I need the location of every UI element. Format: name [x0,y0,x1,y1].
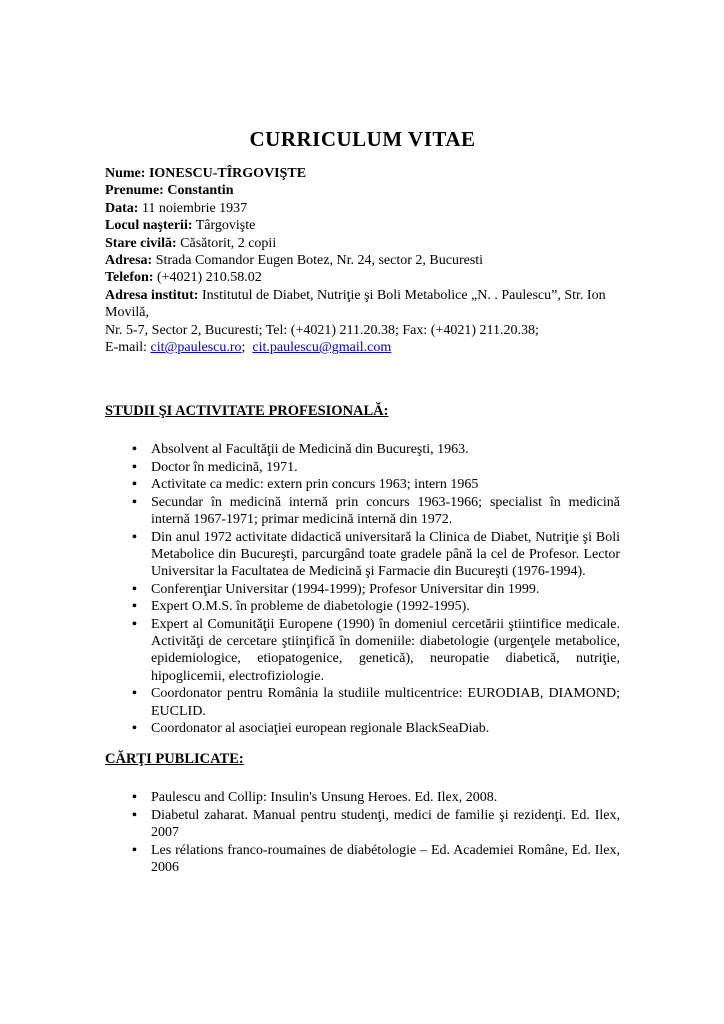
cv-section-2 [105,750,620,876]
bullet-list [105,441,620,737]
personal-info-line [105,182,620,199]
field-value: Nr. 5-7, Sector 2, Bucuresti; Tel: (+4021) 211.20.38; Fax: (+4021) 211.20.38; [105,322,539,338]
field-label: Nume: [105,166,146,181]
bullet-list [105,789,620,876]
field-label: Telefon: [105,270,154,286]
field-label: Stare civilă: [105,235,177,251]
section-heading: CĂRŢI PUBLICATE: [105,751,244,768]
personal-info-line [105,322,620,339]
bullet-item: • Paulescu and Collip: Insulin's Unsung Heroes. Ed. Ilex, 2008. [151,789,620,806]
page-title: CURRICULUM VITAE [249,127,476,151]
personal-info-line [105,269,620,286]
field-value: 11 noiembrie 1937 [138,200,248,216]
bullet-item: • Conferenţiar Universitar (1994-1999); Profesor Universitar din 1999. [151,581,620,598]
bullet-item: • Expert O.M.S. în probleme de diabetologie (1992-1995). [151,598,620,615]
bullet-item: • Absolvent al Facultăţii de Medicină din Bucureşti, 1963. [151,441,620,458]
section-heading: STUDII ŞI ACTIVITATE PROFESIONALĂ: [105,403,389,420]
personal-info-line [105,217,620,234]
email-label: E-mail: [105,340,151,356]
field-value: Institutul de Diabet, Nutriţie şi Boli Metabolice „N. . Paulescu”, Str. Ion Movilă, [105,287,610,321]
field-label: Locul naşterii: [105,218,193,234]
bullet-item: • Diabetul zaharat. Manual pentru studenţi, medici de familie şi rezidenţi. Ed. Ilex, 2007 [151,807,620,842]
bullet-item: • Expert al Comunităţii Europene (1990) în domeniul cercetării ştiintifice medicale. Activităţi de cercetare ştiinţifică în domeniile: diabetologie (urgenţele metabolice, epidemiologice, etiopatogenice, genetică), neuropatie diabetică, nutriţie, hipoglicemii, electrofiziologie. [151,616,620,686]
field-value: IONESCU-TÎRGOVIŞTE [145,166,307,181]
bullet-item: • Doctor în medicină, 1971. [151,459,620,476]
field-value: Constantin [163,183,234,199]
bullet-item: • Coordonator al asociaţiei european regionale BlackSeaDiab. [151,720,620,737]
bullet-item: • Din anul 1972 activitate didactică universitară la Clinica de Diabet, Nutriţie şi Boli Metabolice din Bucureşti, parcurgând toate gradele până la cel de Profesor. Lector Universitar la Facultatea de Medicină şi Farmacie din Bucureşti (1976-1994). [151,529,620,581]
personal-info-line [105,165,620,182]
field-label: Adresa: [105,253,153,269]
cv-section-1 [105,402,620,737]
bullet-item: • Secundar în medicină internă prin concurs 1963-1966; specialist în medicină internă 1967-1971; primar medicină internă din 1972. [151,494,620,529]
bullet-item: • Les rélations franco-roumaines de diabétologie – Ed. Academiei Române, Ed. Ilex, 2006 [151,842,620,877]
field-value: Căsătorit, 2 copii [176,235,277,251]
field-label: Adresa institut: [105,287,199,303]
bullet-item: • Coordonator pentru România la studiile multicentrice: EURODIAB, DIAMOND; EUCLID. [151,685,620,720]
personal-info-line [105,200,620,217]
field-value: (+4021) 210.58.02 [153,270,262,286]
field-value: Strada Comandor Eugen Botez, Nr. 24, sector 2, Bucuresti [152,253,484,269]
email-link-paulescu-ro[interactable]: cit@paulescu.ro [150,340,242,356]
field-label: Prenume: [105,183,164,199]
field-label: Data: [105,200,139,216]
personal-info-line [105,235,620,252]
email-line [105,339,620,356]
personal-info-line [105,287,620,322]
email-link-gmail[interactable]: cit.paulescu@gmail.com [252,340,392,356]
bullet-item: • Activitate ca medic: extern prin concurs 1963; intern 1965 [151,476,620,493]
personal-info-block [105,165,620,339]
email-separator: ; [241,340,253,356]
sections-container [105,402,620,876]
field-value: Târgovişte [192,218,256,234]
personal-info-line [105,252,620,269]
